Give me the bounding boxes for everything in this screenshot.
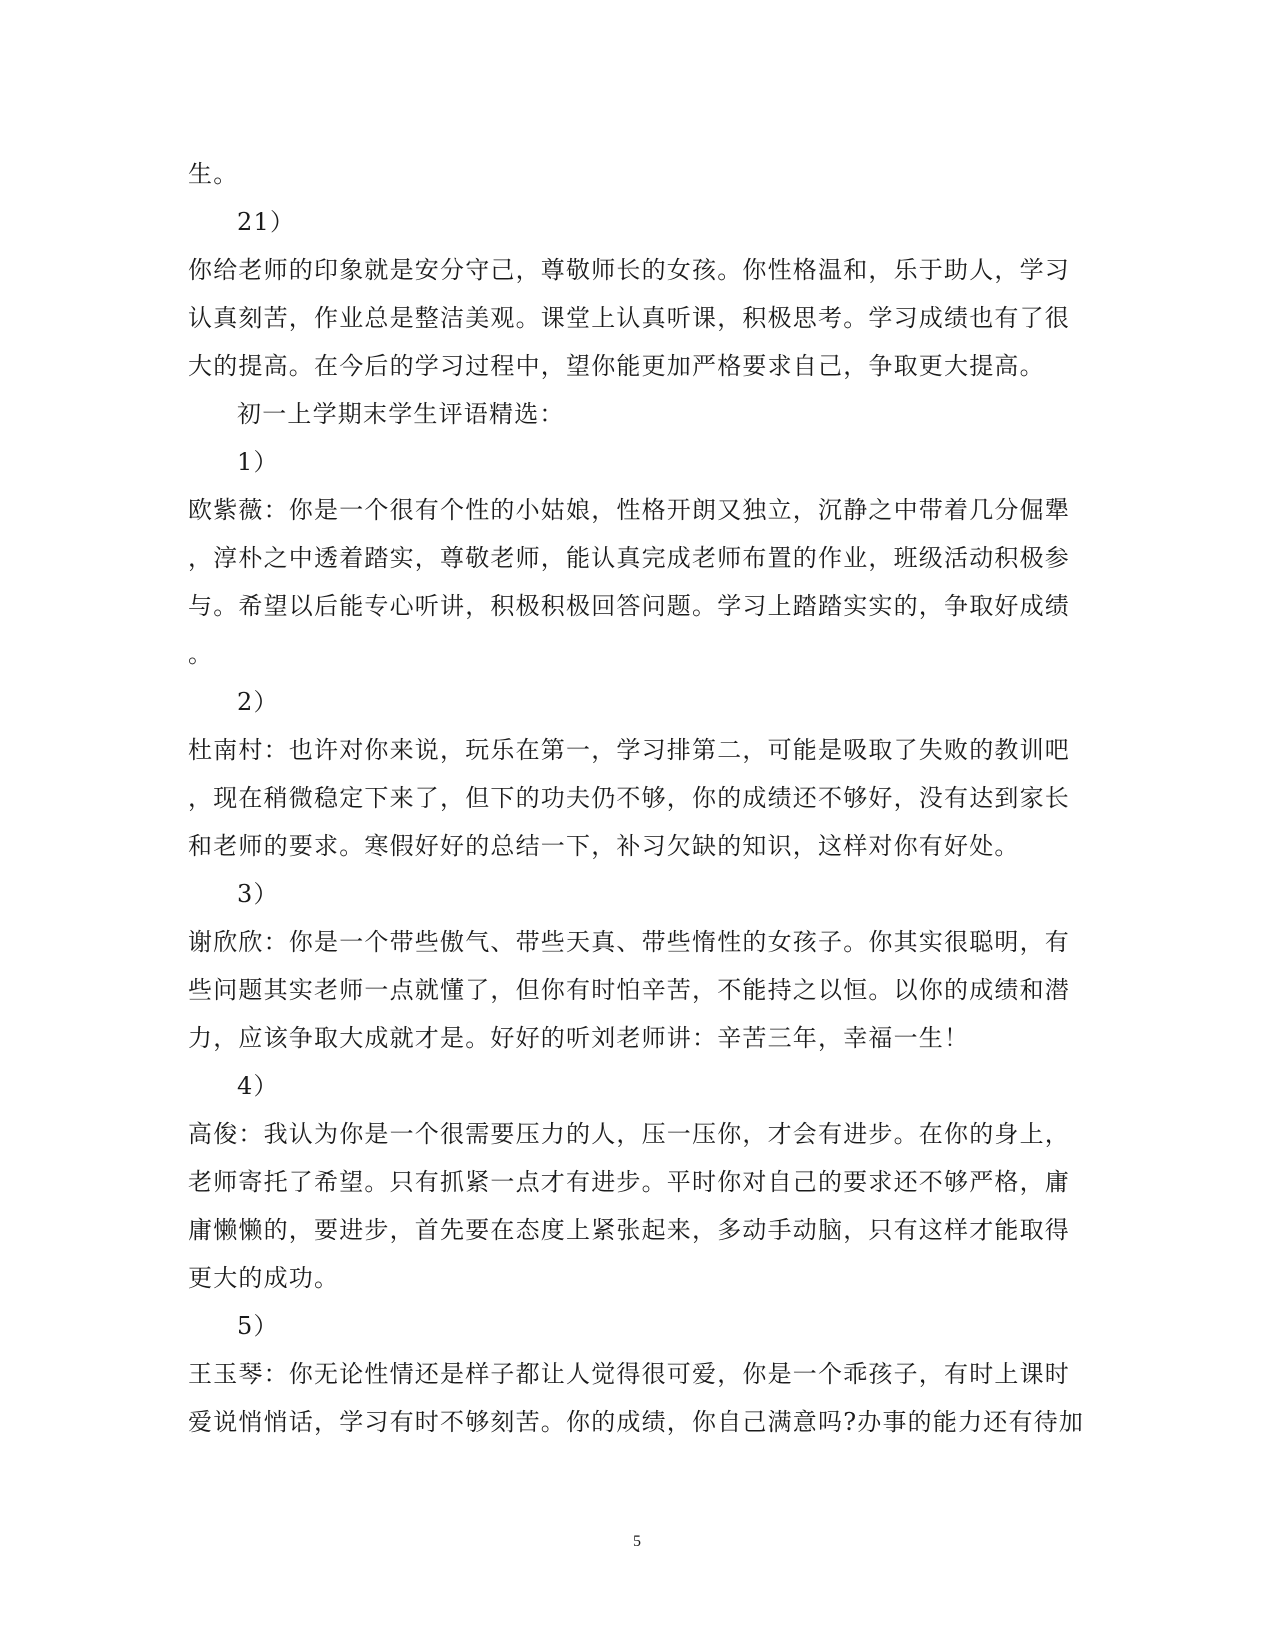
text-line: 大的提高。在今后的学习过程中，望你能更加严格要求自己，争取更大提高。 (188, 352, 1045, 380)
text-line: ，淳朴之中透着踏实，尊敬老师，能认真完成老师布置的作业，班级活动积极参 (188, 544, 1070, 572)
heading-line: 初一上学期末学生评语精选： (237, 400, 565, 428)
text-line: 。 (188, 640, 214, 668)
heading-line: 1） (237, 448, 279, 476)
page-number: 5 (633, 1533, 641, 1550)
text-line: 高俊：我认为你是一个很需要压力的人，压一压你，才会有进步。在你的身上， (188, 1120, 1070, 1148)
text-line: 力，应该争取大成就才是。好好的听刘老师讲：辛苦三年，幸福一生！ (188, 1024, 970, 1052)
heading-line: 3） (237, 880, 279, 908)
text-line: 生。 (188, 160, 239, 188)
heading-line: 5） (237, 1312, 279, 1340)
text-line: 爱说悄悄话，学习有时不够刻苦。你的成绩，你自己满意吗?办事的能力还有待加 (188, 1408, 1085, 1436)
text-line: 与。希望以后能专心听讲，积极积极回答问题。学习上踏踏实实的，争取好成绩 (188, 592, 1070, 620)
text-line: 王玉琴：你无论性情还是样子都让人觉得很可爱，你是一个乖孩子，有时上课时 (188, 1360, 1070, 1388)
text-line: 谢欣欣：你是一个带些傲气、带些天真、带些惰性的女孩子。你其实很聪明，有 (188, 928, 1070, 956)
heading-line: 21） (237, 208, 296, 236)
text-line: 欧紫薇：你是一个很有个性的小姑娘，性格开朗又独立，沉静之中带着几分倔犟 (188, 496, 1070, 524)
body-text (188, 150, 1085, 1446)
text-line: 杜南村：也许对你来说，玩乐在第一，学习排第二，可能是吸取了失败的教训吧 (188, 736, 1070, 764)
heading-line: 2） (237, 688, 279, 716)
text-line: 些问题其实老师一点就懂了，但你有时怕辛苦，不能持之以恒。以你的成绩和潜 (188, 976, 1070, 1004)
text-line: 老师寄托了希望。只有抓紧一点才有进步。平时你对自己的要求还不够严格，庸 (188, 1168, 1070, 1196)
text-line: ，现在稍微稳定下来了，但下的功夫仍不够，你的成绩还不够好，没有达到家长 (188, 784, 1070, 812)
text-line: 庸懒懒的，要进步，首先要在态度上紧张起来，多动手动脑，只有这样才能取得 (188, 1216, 1070, 1244)
text-line: 更大的成功。 (188, 1264, 340, 1292)
heading-line: 4） (237, 1072, 279, 1100)
text-line: 认真刻苦，作业总是整洁美观。课堂上认真听课，积极思考。学习成绩也有了很 (188, 304, 1070, 332)
text-line: 和老师的要求。寒假好好的总结一下，补习欠缺的知识，这样对你有好处。 (188, 832, 1020, 860)
text-line: 你给老师的印象就是安分守己，尊敬师长的女孩。你性格温和，乐于助人，学习 (188, 256, 1070, 284)
